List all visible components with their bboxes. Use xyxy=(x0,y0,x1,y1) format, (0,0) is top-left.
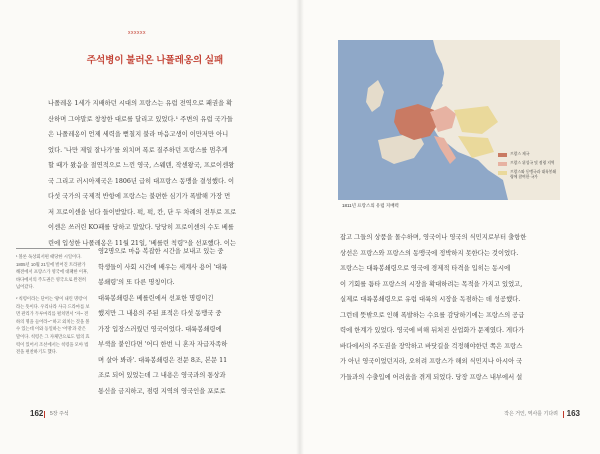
legend-swatch xyxy=(498,171,507,175)
body-line: 통신을 금지하고, 점령 지역의 영국인을 포로로 xyxy=(98,387,226,395)
body-line: 할 때가 왔음을 절연적으로 느낀 영국, 스웨덴, 작센왕국, 프로이센왕 xyxy=(48,162,235,169)
page-number: 163 xyxy=(566,409,580,418)
page-number: 162 xyxy=(30,409,44,418)
body-line: 상선은 프랑스와 프랑스의 동맹국에 정박하지 못한다는 것이었다. xyxy=(340,249,519,257)
left-page-footer xyxy=(30,409,280,423)
legend-label: 프랑스와 동맹국과 대륙봉쇄령에 참여한 국가 xyxy=(510,170,557,179)
book-gutter xyxy=(296,0,304,454)
legend-swatch xyxy=(498,162,507,166)
running-header: 5장 주석 xyxy=(50,411,69,417)
map-caption: 1811년 프랑스의 유럽 지배력 xyxy=(342,203,399,208)
body-line: 며 살아 봐라'. 대륙봉쇄령은 전문 8조, 본문 11 xyxy=(98,356,228,364)
chapter-title: 주석병이 불러온 나폴레옹의 실패 xyxy=(86,55,224,66)
footer-divider xyxy=(44,411,45,418)
body-line: 조로 되어 있었는데 그 내용은 영국과의 통상과 xyxy=(98,372,226,379)
body-line: 산하며 그야말로 창창한 대로를 달리고 있었다.¹ 주변의 유럽 국가들 xyxy=(48,115,233,123)
body-line: 대륙봉쇄령은 베를린에서 선포한 명령이긴 xyxy=(98,294,214,302)
footnote-2: ² 칙령이라는 단어는 '왕이 내린 명령'이라는 뜻이다. 우리나라 사극 드라마를 보면 관리가 두루마리를 펼치면서 "자~ 전하의 명을 들어라~" 하고 외치는 것을 볼 수 있는데 이와 동일하는 '어명'과 같은 말이다. 칙령은 그 자체만으로도 법의 효력이 있어서 조선에서는 칙령을 모아 법전을 편찬하기도 했다. xyxy=(16,295,90,355)
right-body-text xyxy=(340,230,566,385)
body-line: 이 기회를 틈타 프랑스의 시장을 확대하려는 목적을 가지고 있었고, xyxy=(340,280,523,288)
body-line: 봉쇄령'의 또 다른 명칭이다. xyxy=(98,279,175,286)
body-line: 다섯 국가의 국제적 반항에 프랑스는 불편한 심기가 폭발해 가장 먼 xyxy=(48,193,231,200)
legend-label: 프랑스 제국 xyxy=(510,152,530,156)
body-line: 부색을 붙인다면 '어디 한번 니 혼자 자급자족하 xyxy=(98,341,228,348)
body-line: 가 아닌 영국이었던지라, 오히려 프랑스가 해외 식민지나 아시아 국 xyxy=(340,358,523,365)
body-line: 었다. '나만 제일 잘나가'를 외치며 폭로 질주하던 프랑스를 멈추게 xyxy=(48,146,228,154)
chapter-kicker: xxxxxx xyxy=(128,30,146,36)
body-line: 영2명으로 마음 복잡한 시간을 보내고 있는 중 xyxy=(98,248,224,255)
legend-item xyxy=(498,152,558,157)
legend-item xyxy=(498,170,558,180)
map-legend xyxy=(498,152,558,184)
body-line: 은 나폴레옹이 언제 세력을 뻗칠지 불라 마음고생이 이만저만 아니 xyxy=(48,131,229,138)
body-line: 저 프로이센을 넘다 들이받았다. 퍽, 퍽, 칸, 단 두 차례의 전투로 프로 xyxy=(48,208,237,216)
body-line: 국 그리고 러시아제국은 1806년 급히 대프랑스 동맹을 결성했다. 이 xyxy=(48,177,235,185)
body-line: 학생들이 사회 시간에 배우는 세계사 용어 '대륙 xyxy=(98,263,228,271)
body-line: 잡고 그들의 상품을 몰수하며, 영국이나 영국의 식민지로부터 출항한 xyxy=(340,234,527,241)
footer-divider xyxy=(563,411,564,418)
body-line: 린에 입성한 나폴레옹은 11월 21일, '베를린 칙령'²을 선포했다. 이는 xyxy=(48,239,237,247)
running-header: 작은 거인, 역사를 기다려 xyxy=(504,411,558,417)
body-line: 가장 입장스러웠던 영국이었다. 대륙봉쇄령에 xyxy=(98,325,222,333)
left-lower-text xyxy=(98,244,274,399)
legend-swatch xyxy=(498,153,507,157)
left-body-text xyxy=(48,96,274,251)
legend-item xyxy=(498,161,558,166)
body-line: 이센은 쓰러린 KO패를 당하고 말았다. 당당히 프로이센의 수도 베를 xyxy=(48,224,234,231)
body-line: 프랑스는 대륙봉쇄령으로 영국에 경제적 타격을 입히는 동시에 xyxy=(340,265,511,272)
body-line: 실제로 대륙봉쇄령으로 유럽 대륙의 시장을 독점하는 데 성공했다. xyxy=(340,296,521,303)
footnote-sidebar xyxy=(16,248,90,360)
legend-label: 프랑스 위성국 및 점령 지역 xyxy=(510,161,555,165)
body-line: 그런데 뜻밖으로 인해 폭발하는 수요를 감당하기에는 프랑스의 공급 xyxy=(340,311,525,319)
body-line: 바다에서의 주도권을 장악하고 바닷길을 걱정해야한던 쪽은 프랑스 xyxy=(340,342,523,350)
body-line: 력에 한계가 있었다. 영국에 비해 뒤처진 산업화가 문제였다. 게다가 xyxy=(340,327,525,334)
right-page-footer xyxy=(420,409,580,423)
body-line: 나폴레옹 1세가 지배하던 시대의 프랑스는 유럽 전역으로 패권을 확 xyxy=(48,100,233,107)
body-line: 했지만 그 내용의 주된 표적은 다섯 동맹국 중 xyxy=(98,310,222,317)
body-line: 가들과의 수출입에 어려움을 겪게 되었다. 당장 프랑스 내부에서 설 xyxy=(340,373,523,381)
footnote-1: ¹ 볼론 독상회서편 때당한 시일이다. 1805년 10월 21일에 벌어진 트라팔가 해전에서 프랑스가 영국에 대패한 이후, 바다에서의 주도권은 영국으로 완전히 넘어갔다. xyxy=(16,254,89,290)
